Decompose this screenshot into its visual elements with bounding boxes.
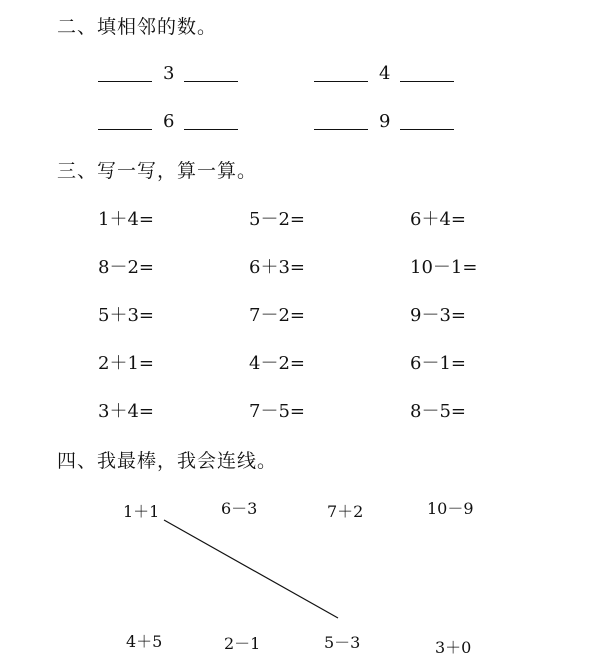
arithmetic-problem[interactable]: 10－1=: [410, 257, 478, 278]
arithmetic-problem[interactable]: 7－5=: [249, 401, 305, 422]
arithmetic-problem[interactable]: 6－1=: [410, 353, 466, 374]
connection-line: [164, 520, 338, 618]
arithmetic-problem[interactable]: 2＋1=: [98, 353, 154, 374]
given-number: 3: [163, 63, 175, 84]
section4-heading: 四、我最棒，我会连线。: [57, 450, 278, 472]
arithmetic-problem[interactable]: 5－2=: [249, 209, 305, 230]
arithmetic-problem[interactable]: 8－5=: [410, 401, 466, 422]
arithmetic-problem[interactable]: 8－2=: [98, 257, 154, 278]
given-number: 4: [379, 63, 391, 84]
match-item-bottom[interactable]: 4＋5: [126, 632, 163, 651]
given-number: 9: [379, 111, 391, 132]
match-item-top[interactable]: 10－9: [427, 499, 474, 518]
match-item-top[interactable]: 6－3: [221, 499, 258, 518]
match-item-top[interactable]: 7＋2: [327, 502, 364, 521]
arithmetic-problem[interactable]: 1＋4=: [98, 209, 154, 230]
arithmetic-problem[interactable]: 6＋3=: [249, 257, 305, 278]
match-item-bottom[interactable]: 5－3: [324, 633, 361, 652]
arithmetic-problem[interactable]: 6＋4=: [410, 209, 466, 230]
match-item-top[interactable]: 1＋1: [123, 502, 160, 521]
match-item-bottom[interactable]: 3＋0: [435, 638, 472, 657]
section3-heading: 三、写一写，算一算。: [57, 160, 258, 182]
section2-heading: 二、填相邻的数。: [57, 16, 218, 38]
arithmetic-problem[interactable]: 7－2=: [249, 305, 305, 326]
arithmetic-problem[interactable]: 3＋4=: [98, 401, 154, 422]
arithmetic-problem[interactable]: 9－3=: [410, 305, 466, 326]
arithmetic-problem[interactable]: 4－2=: [249, 353, 305, 374]
match-item-bottom[interactable]: 2－1: [224, 634, 261, 653]
arithmetic-problem[interactable]: 5＋3=: [98, 305, 154, 326]
given-number: 6: [163, 111, 175, 132]
